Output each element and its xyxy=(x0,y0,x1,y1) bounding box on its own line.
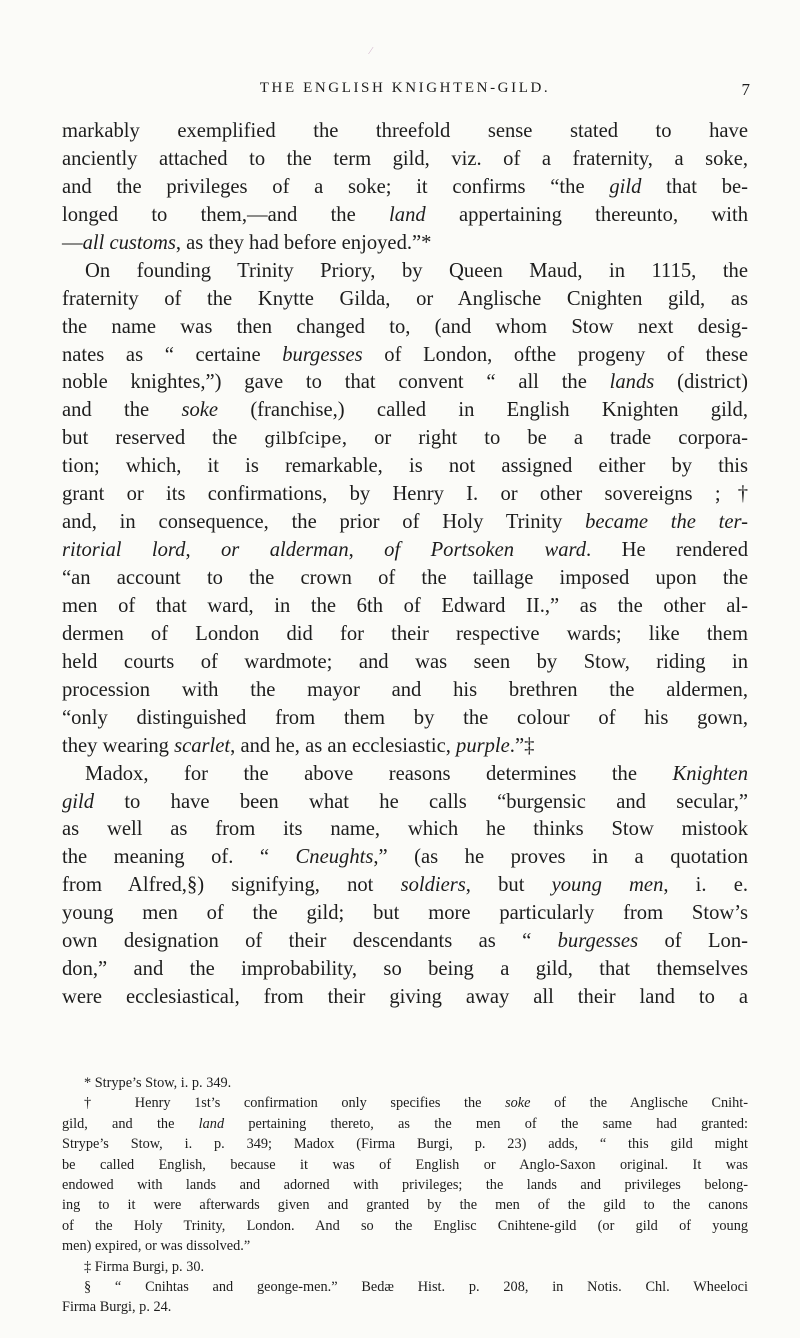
text-line: but reserved the gilbſcipe, or right to be a trade corpora- xyxy=(62,427,748,450)
text-line: the name was then changed to, (and whom Stow next desig- xyxy=(62,315,748,338)
text-line: anciently attached to the term gild, viz. of a fraternity, a soke, xyxy=(62,147,748,170)
footnote-line: Strype’s Stow, i. p. 349; Madox (Firma Burgi, p. 23) adds, “ this gild might xyxy=(62,1136,748,1153)
ink-mark: ⁄ xyxy=(370,46,372,57)
footnote-line: * Strype’s Stow, i. p. 349. xyxy=(84,1075,232,1091)
body-text xyxy=(62,118,748,1012)
text-line: longed to them,—and the land appertaining thereunto, with xyxy=(62,203,748,226)
footnotes xyxy=(62,1073,748,1318)
footnote-line: be called English, because it was of English or Anglo-Saxon original. It was xyxy=(62,1156,748,1173)
text-line: dermen of London did for their respective wards; like them xyxy=(62,622,748,645)
text-line: procession with the mayor and his brethren the aldermen, xyxy=(62,678,748,701)
text-line: and, in consequence, the prior of Holy Trinity became the ter- xyxy=(62,511,748,534)
text-line: grant or its confirmations, by Henry I. or other sovereigns ;† xyxy=(62,483,748,506)
footnote-line: gild, and the land pertaining thereto, as the men of the same had granted: xyxy=(62,1115,748,1132)
page-number: 7 xyxy=(741,80,750,99)
text-line: the meaning of. “ Cneughts,” (as he proves in a quotation xyxy=(62,846,748,869)
text-line: don,” and the improbability, so being a gild, that themselves xyxy=(62,958,748,981)
text-line: as well as from its name, which he thinks Stow mistook xyxy=(62,818,748,841)
text-line: they wearing scarlet, and he, as an ecclesiastic, purple.”‡ xyxy=(62,734,535,757)
text-line: from Alfred,§) signifying, not soldiers, but young men, i. e. xyxy=(62,874,748,897)
text-line: tion; which, it is remarkable, is not assigned either by this xyxy=(62,455,748,478)
text-line: Madox, for the above reasons determines the Knighten xyxy=(85,762,748,785)
footnote-line: † Henry 1st’s confirmation only specifies the soke of the Anglische Cniht- xyxy=(84,1095,748,1112)
text-line: “only distinguished from them by the colour of his gown, xyxy=(62,706,748,729)
footnote-line: endowed with lands and adorned with privileges; the lands and privileges belong- xyxy=(62,1176,748,1193)
text-line: young men of the gild; but more particularly from Stow’s xyxy=(62,902,748,925)
footnote-line: ing to it were afterwards given and granted by the men of the gild to the canons xyxy=(62,1197,748,1214)
text-line: ritorial lord, or alderman, of Portsoken ward. He rendered xyxy=(62,539,748,562)
text-line: On founding Trinity Priory, by Queen Maud, in 1115, the xyxy=(85,259,748,282)
text-line: held courts of wardmote; and was seen by Stow, riding in xyxy=(62,650,748,673)
footnote-line: men) expired, or was dissolved.” xyxy=(62,1238,251,1255)
text-line: nates as “ certaine burgesses of London, ofthe progeny of these xyxy=(62,343,748,366)
anglo-saxon-word: gilbſcipe xyxy=(264,429,342,450)
text-line: gild to have been what he calls “burgensic and secular,” xyxy=(62,790,748,813)
text-line: and the privileges of a soke; it confirms “the gild that be- xyxy=(62,175,748,198)
text-line: fraternity of the Knytte Gilda, or Anglische Cnighten gild, as xyxy=(62,287,748,310)
text-line: and the soke (franchise,) called in English Knighten gild, xyxy=(62,399,748,422)
footnote-line: of the Holy Trinity, London. And so the Englisc Cnihtene-gild (or gild of young xyxy=(62,1217,748,1234)
text-line: own designation of their descendants as “ burgesses of Lon- xyxy=(62,930,749,953)
text-line: men of that ward, in the 6th of Edward II.,” as the other al- xyxy=(62,594,748,617)
footnote-line: § “ Cnihtas and geonge-men.” Bedæ Hist. p. 208, in Notis. Chl. Wheeloci xyxy=(84,1278,748,1295)
text-line: —all customs, as they had before enjoyed.”* xyxy=(62,231,432,254)
footnote-line: Firma Burgi, p. 24. xyxy=(62,1299,172,1316)
text-line: noble knightes,”) gave to that convent “ all the lands (district) xyxy=(62,371,748,394)
running-head: THE ENGLISH KNIGHTEN-GILD. xyxy=(259,80,551,96)
text-line: “an account to the crown of the taillage imposed upon the xyxy=(62,567,748,589)
text-line: markably exemplified the threefold sense stated to have xyxy=(62,120,748,142)
text-line: were ecclesiastical, from their giving away all their land to a xyxy=(62,986,748,1009)
footnote-line: ‡ Firma Burgi, p. 30. xyxy=(84,1258,205,1275)
page-header xyxy=(60,80,750,108)
